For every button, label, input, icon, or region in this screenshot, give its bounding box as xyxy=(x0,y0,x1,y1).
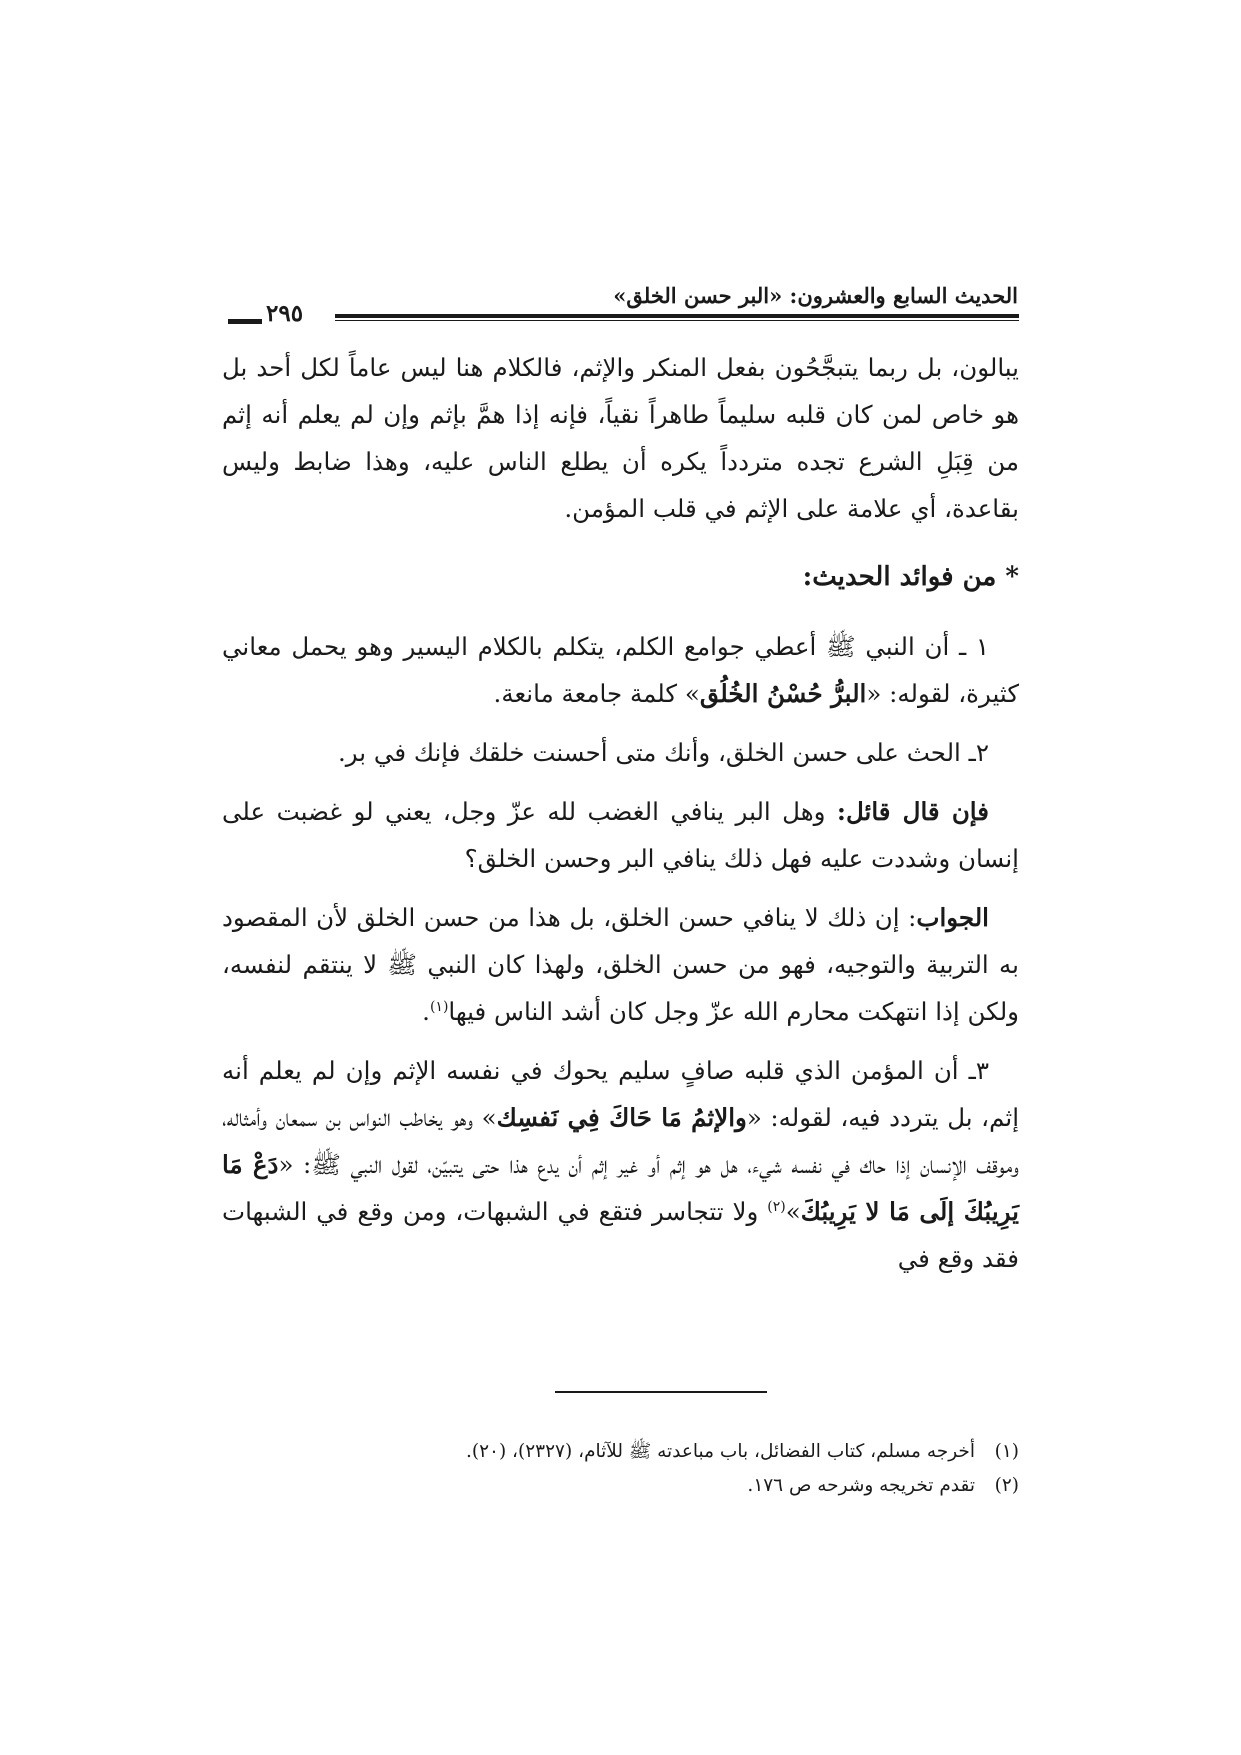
section-heading: * من فوائد الحديث: xyxy=(802,562,1019,592)
page-number: ٢٩٥ xyxy=(266,300,304,327)
header-rule xyxy=(335,314,1019,321)
footnote-2 xyxy=(222,1469,1019,1503)
benefit-1-text: ١ ـ أن النبي ﷺ أعطي جوامع الكلم، يتكلم بالكلام اليسير وهو يحمل معاني كثيرة، لقوله: « xyxy=(222,632,1019,708)
benefit-3-quote-1: والإثمُ مَا حَاكَ فِي نَفسِك xyxy=(496,1103,747,1132)
paragraph-continuation: يبالون، بل ربما يتبجَّحُون بفعل المنكر والإثم، فالكلام هنا ليس عاماً لكل أحد بل هو خاص لمن كان قلبه سليماً طاهراً نقياً، فإنه إذا همَّ بإثم وإن لم يعلم أنه إثم من قِبَلِ الشرع تجده متردداً يكره أن يطلع الناس عليه، وهذا ضابط وليس بقاعدة، أي علامة على الإثم في قلب المؤمن. xyxy=(222,353,1019,523)
benefit-item-2: ٢ـ الحث على حسن الخلق، وأنك متى أحسنت خلقك فإنك في بر. xyxy=(338,738,989,767)
benefit-3-close-quote: » xyxy=(785,1197,801,1226)
footnote-ref-1: (١) xyxy=(429,998,449,1015)
footnote-ref-2: (٢) xyxy=(767,1198,786,1215)
footnote-2-text: تقدم تخريجه وشرحه ص ١٧٦. xyxy=(747,1475,975,1496)
page-number-bar xyxy=(228,319,262,324)
footnote-1-number: (١) xyxy=(994,1441,1019,1462)
footnote-separator xyxy=(555,1391,767,1393)
answer-end: . xyxy=(422,997,430,1026)
answer-paragraph xyxy=(222,894,1019,1035)
benefit-item-1 xyxy=(222,623,1019,717)
footnote-1-text: أخرجه مسلم، كتاب الفضائل، باب مباعدته ﷺ للآثام، (٢٣٢٧)، (٢٠). xyxy=(465,1441,975,1462)
question-paragraph xyxy=(222,788,1019,882)
benefit-3-quote-2: دَعْ مَا يَرِيبُكَ إلَى مَا لا يَرِيبُكَ xyxy=(222,1150,1019,1226)
footnotes xyxy=(222,1435,1019,1503)
benefit-1-quote: البرُّ حُسْنُ الخُلُق xyxy=(699,679,867,708)
answer-label: الجواب xyxy=(916,903,989,932)
answer-text: : إن ذلك لا ينافي حسن الخلق، بل هذا من حسن الخلق لأن المقصود به التربية والتوجيه، فهو من حسن الخلق، ولهذا كان النبي ﷺ لا ينتقم لنفسه، ولكن إذا انتهكت محارم الله عزّ وجل كان أشد الناس فيها xyxy=(222,903,1019,1026)
benefit-item-3 xyxy=(222,1047,1019,1282)
question-label: فإن قال قائل: xyxy=(836,797,989,826)
footnote-2-number: (٢) xyxy=(994,1475,1019,1496)
footnote-1 xyxy=(222,1435,1019,1469)
running-header-title: الحديث السابع والعشرون: «البر حسن الخلق» xyxy=(613,283,1018,308)
benefit-3-text: ٣ـ أن المؤمن الذي قلبه صافٍ سليم يحوك في نفسه الإثم وإن لم يعلم أنه إثم، بل يتردد فيه، لقوله: « xyxy=(222,1056,1019,1132)
benefit-3-tail: ولا تتجاسر فتقع في الشبهات، ومن وقع في الشبهات فقد وقع في xyxy=(222,1197,1019,1273)
question-text: وهل البر ينافي الغضب لله عزّ وجل، يعني لو غضبت على إنسان وشددت عليه فهل ذلك ينافي البر وحسن الخلق؟ xyxy=(222,797,1019,873)
main-text xyxy=(222,344,1019,1294)
benefit-3-middle: » وهو يخاطب النواس بن سمعان وأمثاله، وموقف الإنسان إذا حاك في نفسه شيء، هل هو إثم أو غير إثم أن يدع هذا حتى يتبيّن، لقول النبي ﷺ: « xyxy=(222,1103,1019,1179)
benefit-1-tail: » كلمة جامعة مانعة. xyxy=(493,679,700,708)
